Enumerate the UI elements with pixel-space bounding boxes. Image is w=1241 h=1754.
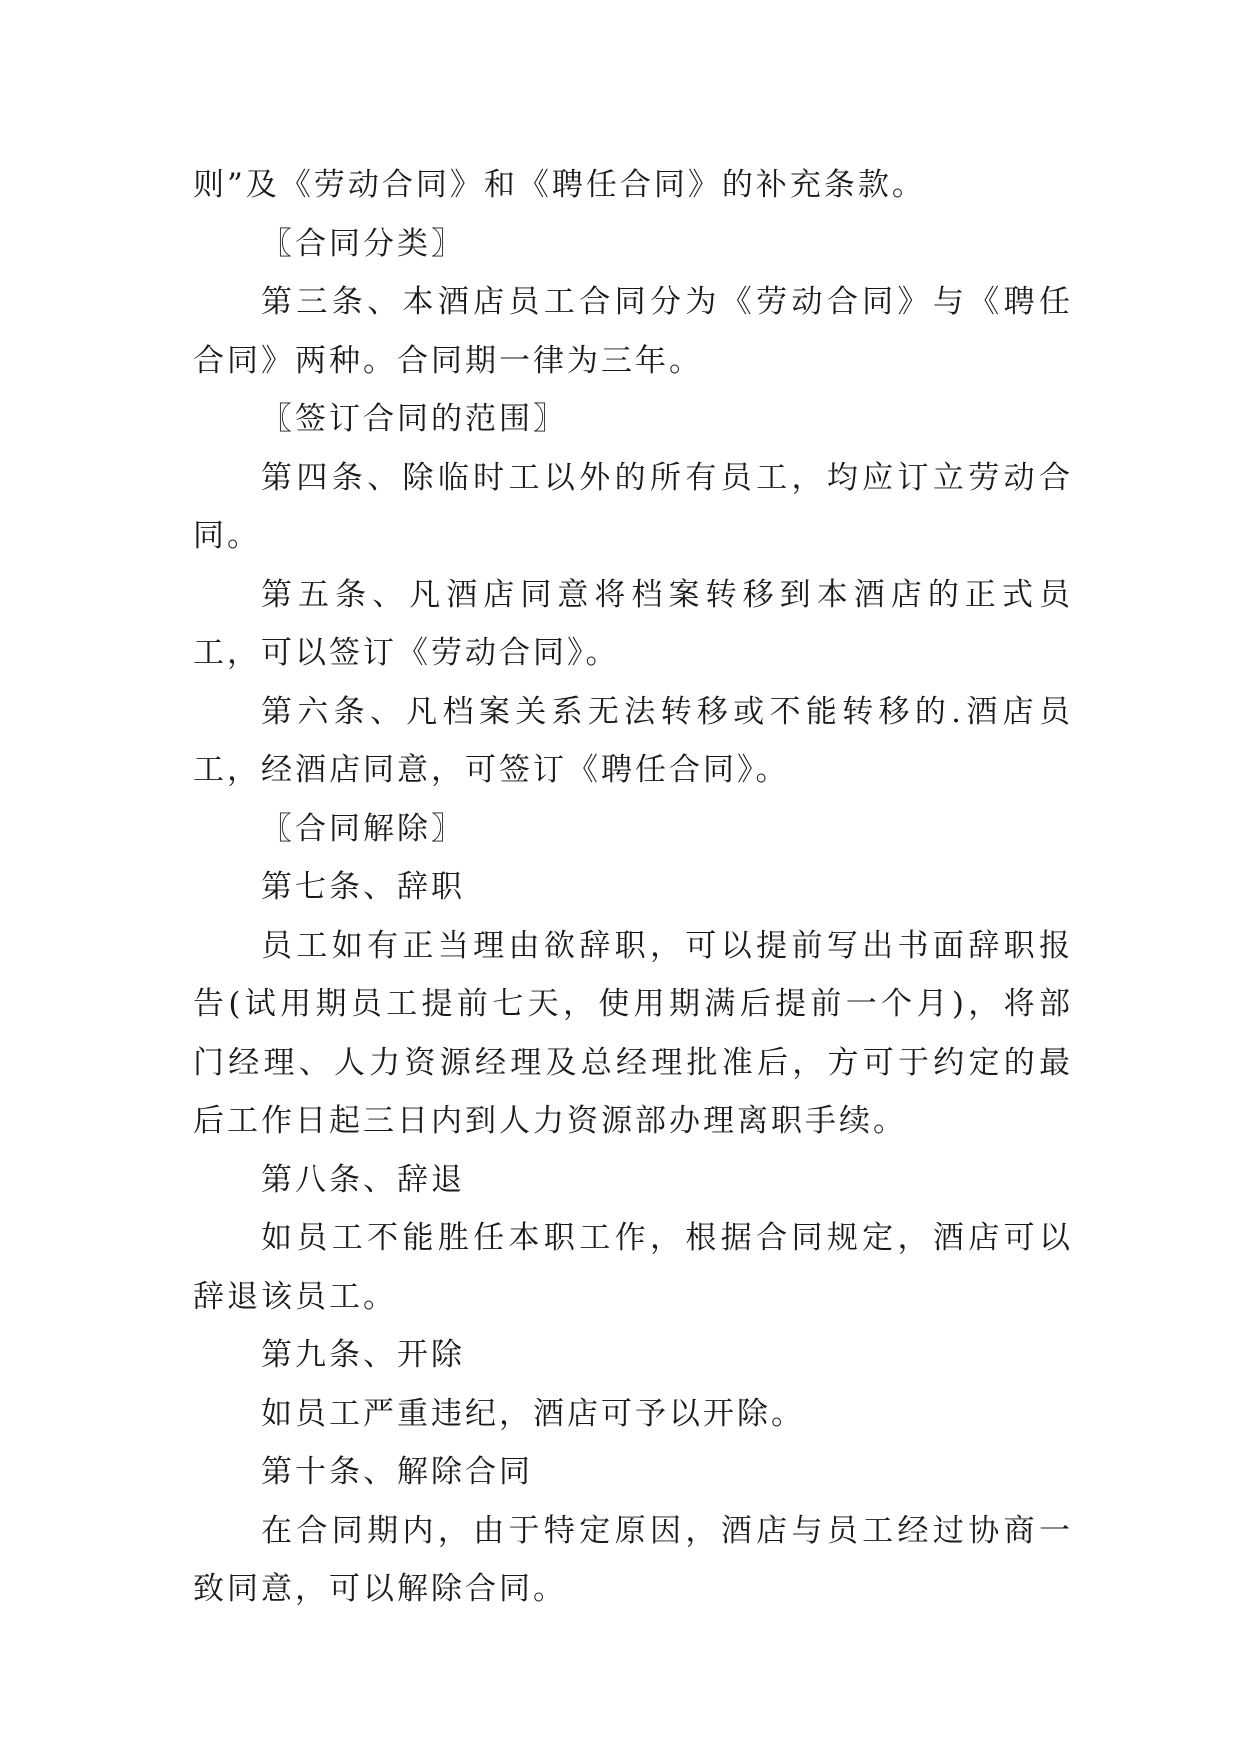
article-8-body: 如员工不能胜任本职工作，根据合同规定，酒店可以辞退该员工。 xyxy=(193,1220,1073,1315)
article-3: 第三条、本酒店员工合同分为《劳动合同》与《聘任合同》两种。合同期一律为三年。 xyxy=(193,284,1073,379)
article-5: 第五条、凡酒店同意将档案转移到本酒店的正式员工，可以签订《劳动合同》。 xyxy=(193,576,1073,671)
article-4: 第四条、除临时工以外的所有员工，均应订立劳动合同。 xyxy=(193,459,1073,554)
heading-contract-classification: 〖合同分类〗 xyxy=(261,225,465,262)
article-10-body: 在合同期内，由于特定原因，酒店与员工经过协商一致同意，可以解除合同。 xyxy=(193,1512,1073,1607)
document-body xyxy=(193,156,1073,1619)
article-10-title: 第十条、解除合同 xyxy=(261,1454,533,1490)
article-8-title: 第八条、辞退 xyxy=(261,1161,465,1198)
article-6: 第六条、凡档案关系无法转移或不能转移的.酒店员工，经酒店同意，可签订《聘任合同》。 xyxy=(193,693,1073,788)
paragraph-contract-supplement: 则”及《劳动合同》和《聘任合同》的补充条款。 xyxy=(193,167,926,203)
article-7-title: 第七条、辞职 xyxy=(261,869,465,905)
heading-contract-termination: 〖合同解除〗 xyxy=(261,810,465,847)
article-7-body: 员工如有正当理由欲辞职，可以提前写出书面辞职报告(试用期员工提前七天，使用期满后提前一个月)，将部门经理、人力资源经理及总经理批准后，方可于约定的最后工作日起三日内到人力资源部办理离职手续。 xyxy=(193,927,1073,1139)
article-9-body: 如员工严重违纪，酒店可予以开除。 xyxy=(261,1395,805,1432)
article-9-title: 第九条、开除 xyxy=(261,1337,465,1373)
heading-contract-scope: 〖签订合同的范围〗 xyxy=(261,401,567,437)
